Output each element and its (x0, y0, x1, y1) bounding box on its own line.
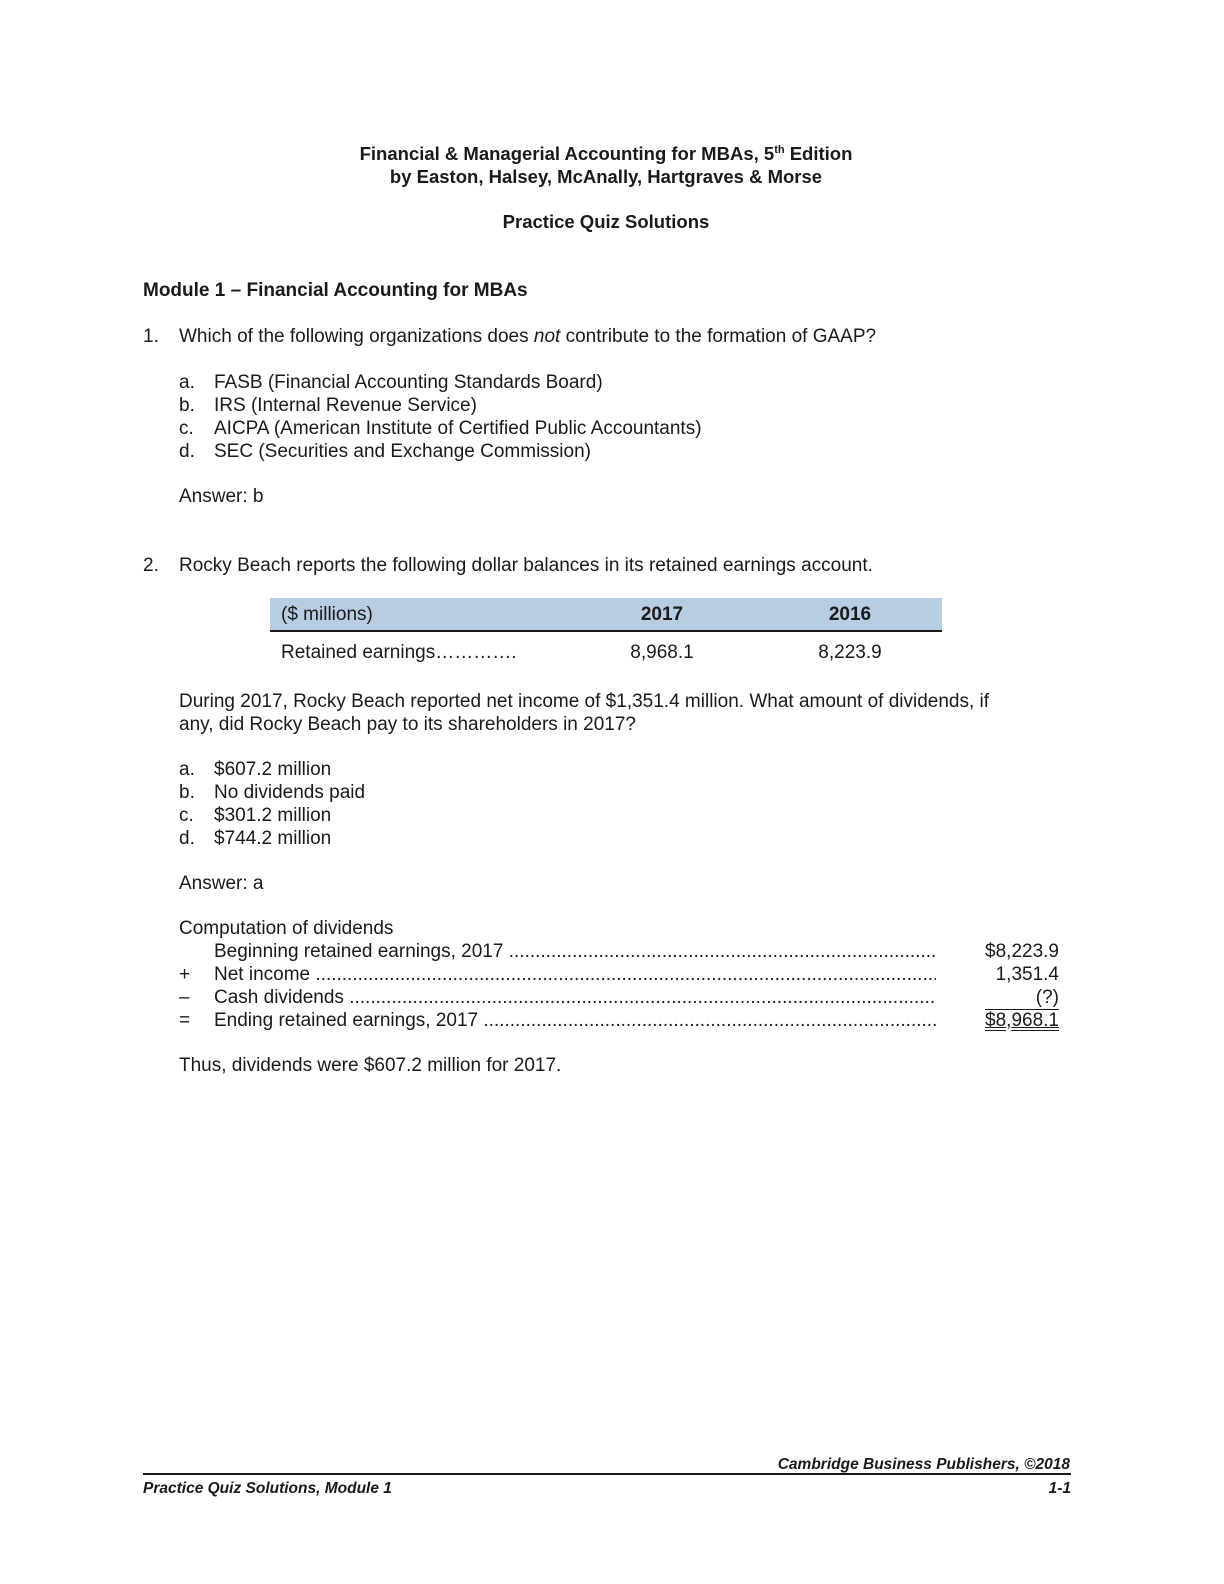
q2-option-text: $744.2 million (214, 828, 332, 849)
computation-row (179, 1009, 1059, 1032)
q1-option-letter: d. (179, 441, 195, 462)
q1-option-letter: c. (179, 418, 194, 439)
q1-option-text: AICPA (American Institute of Certified Public Accountants) (214, 418, 702, 439)
footer-divider (143, 1473, 1071, 1475)
question-1-number: 1. (143, 326, 159, 347)
computation-label: Cash dividends ..... (214, 986, 936, 1009)
question-2-text: Rocky Beach reports the following dollar balances in its retained earnings account. (179, 555, 873, 576)
question-2-number: 2. (143, 555, 159, 576)
computation-label: Beginning retained earnings, 2017 ..... (214, 940, 936, 963)
computation-label: Ending retained earnings, 2017 ..... (214, 1009, 936, 1032)
q2-option-text: $607.2 million (214, 759, 332, 780)
computation-row (179, 963, 1059, 986)
computation-title: Computation of dividends (179, 918, 394, 939)
q1-option-letter: b. (179, 395, 195, 416)
computation-symbol: = (179, 1010, 191, 1031)
q2-option-letter: a. (179, 759, 195, 780)
footer-page-number: 1-1 (1048, 1480, 1071, 1497)
table-cell: 8,223.9 (818, 642, 882, 663)
q1-option-text: IRS (Internal Revenue Service) (214, 395, 477, 416)
q1-option-text: SEC (Securities and Exchange Commission) (214, 441, 591, 462)
document-authors: by Easton, Halsey, McAnally, Hartgraves & Morse (389, 166, 823, 187)
title-text: Financial & Managerial Accounting for MBAs, 5 (359, 143, 775, 164)
retained-earnings-table (270, 598, 942, 668)
q2-option-text: No dividends paid (214, 782, 366, 803)
question-2-prompt-line2: any, did Rocky Beach pay to its shareholders in 2017? (179, 714, 636, 735)
table-header-cell: 2016 (828, 604, 872, 625)
q2-option-letter: b. (179, 782, 195, 803)
footer-section-title: Practice Quiz Solutions, Module 1 (143, 1480, 392, 1497)
table-cell: 8,968.1 (630, 642, 694, 663)
question-1-emphasis: not (533, 326, 561, 347)
question-2-answer: Answer: a (179, 873, 264, 894)
document-title (0, 142, 1212, 165)
title-superscript: th (774, 143, 785, 156)
question-1-answer: Answer: b (179, 486, 264, 507)
computation-total-value: $8,968.1 (985, 1010, 1059, 1031)
q1-option-letter: a. (179, 372, 195, 393)
question-2-conclusion: Thus, dividends were $607.2 million for 2017. (179, 1055, 562, 1076)
table-header-cell: 2017 (640, 604, 684, 625)
computation-value: $8,223.9 (985, 941, 1059, 962)
q1-option-text: FASB (Financial Accounting Standards Board) (214, 372, 603, 393)
table-header-row (270, 598, 942, 632)
title-text-end: Edition (784, 143, 853, 164)
computation-symbol: + (179, 964, 191, 985)
computation-symbol: – (179, 987, 190, 1008)
computation-value: (?) (985, 986, 1059, 1010)
question-1-text-start: Which of the following organizations does (179, 326, 534, 347)
table-cell: Retained earnings…………. (281, 642, 517, 663)
table-header-cell: ($ millions) (281, 604, 373, 625)
document-subtitle: Practice Quiz Solutions (502, 211, 710, 232)
question-1-text (179, 325, 1049, 348)
question-2-prompt-line1: During 2017, Rocky Beach reported net income of $1,351.4 million. What amount of dividends, if (179, 691, 990, 712)
computation-label: Net income ..... (214, 963, 936, 986)
computation-row (179, 986, 1059, 1009)
computation-row (179, 940, 1059, 963)
footer-publisher: Cambridge Business Publishers, ©2018 (777, 1456, 1070, 1473)
q2-option-letter: c. (179, 805, 194, 826)
q2-option-text: $301.2 million (214, 805, 332, 826)
table-row (270, 632, 942, 668)
q2-option-letter: d. (179, 828, 195, 849)
module-heading: Module 1 – Financial Accounting for MBAs (143, 280, 528, 301)
computation-value: 1,351.4 (995, 964, 1059, 985)
question-1-text-end: contribute to the formation of GAAP? (560, 326, 877, 347)
